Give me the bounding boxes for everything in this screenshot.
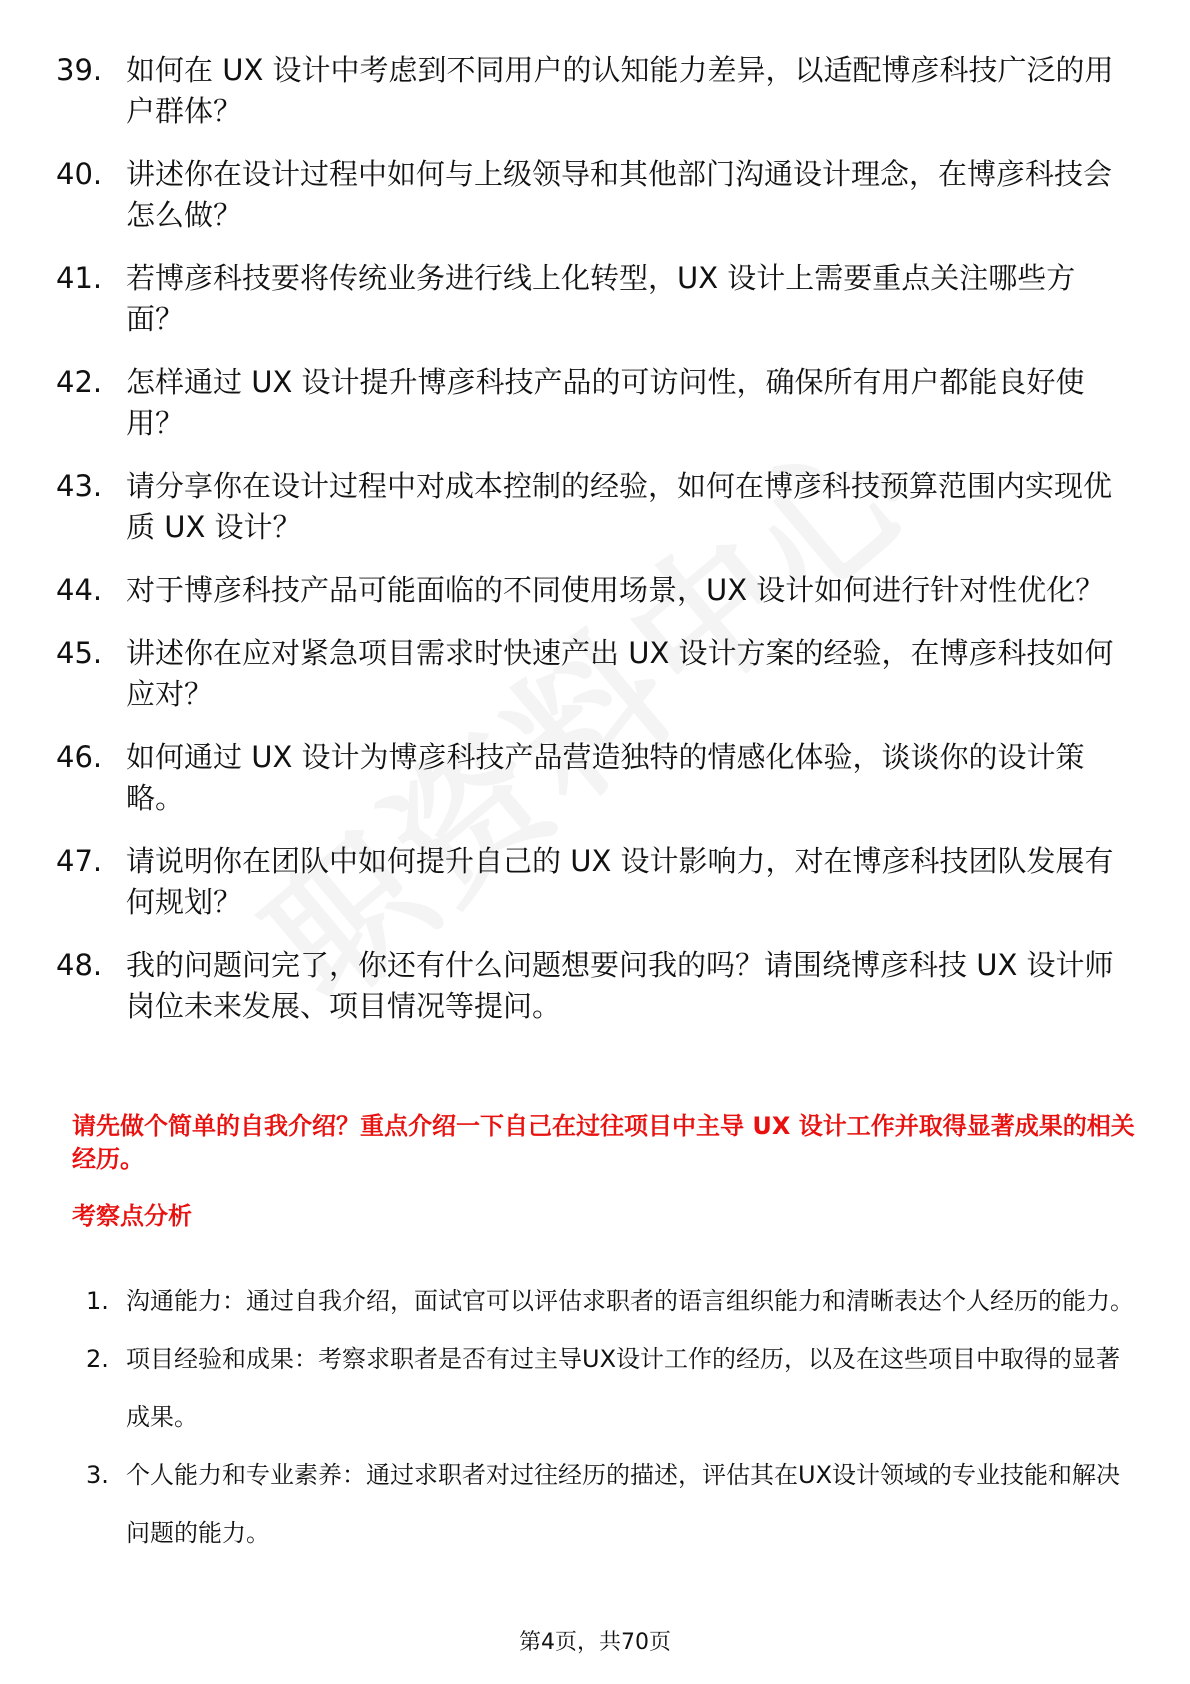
- question-text: 我的问题问完了，你还有什么问题想要问我的吗？请围绕博彦科技 UX 设计师岗位未来发展、项目情况等提问。: [126, 948, 1114, 1023]
- question-list: [56, 50, 1136, 1049]
- question-number: 43.: [56, 469, 103, 503]
- list-item: [56, 633, 1136, 715]
- list-item: [56, 154, 1136, 236]
- question-number: 40.: [56, 157, 103, 191]
- list-item: [56, 945, 1136, 1027]
- question-number: 41.: [56, 261, 103, 295]
- list-item: [56, 50, 1136, 132]
- question-number: 39.: [56, 53, 103, 87]
- list-item: [56, 466, 1136, 548]
- analysis-number: 1.: [86, 1287, 109, 1315]
- question-number: 48.: [56, 948, 103, 982]
- question-text: 若博彦科技要将传统业务进行线上化转型，UX 设计上需要重点关注哪些方面？: [126, 261, 1076, 336]
- question-text: 请分享你在设计过程中对成本控制的经验，如何在博彦科技预算范围内实现优质 UX 设计？: [126, 469, 1113, 544]
- highlight-question: 请先做个简单的自我介绍？重点介绍一下自己在过往项目中主导 UX 设计工作并取得显著成果的相关经历。: [72, 1112, 1135, 1173]
- question-text: 如何通过 UX 设计为博彦科技产品营造独特的情感化体验，谈谈你的设计策略。: [126, 740, 1085, 815]
- question-text: 讲述你在应对紧急项目需求时快速产出 UX 设计方案的经验，在博彦科技如何应对？: [126, 636, 1114, 711]
- analysis-text: 个人能力和专业素养：通过求职者对过往经历的描述，评估其在UX设计领域的专业技能和解决问题的能力。: [126, 1461, 1121, 1547]
- question-text: 如何在 UX 设计中考虑到不同用户的认知能力差异，以适配博彦科技广泛的用户群体？: [126, 53, 1114, 128]
- question-number: 42.: [56, 365, 103, 399]
- analysis-heading: 考察点分析: [72, 1202, 192, 1230]
- analysis-number: 3.: [86, 1461, 109, 1489]
- question-text: 怎样通过 UX 设计提升博彦科技产品的可访问性，确保所有用户都能良好使用？: [126, 365, 1085, 440]
- list-item: [56, 362, 1136, 444]
- list-item: [86, 1272, 1146, 1330]
- question-number: 46.: [56, 740, 103, 774]
- question-number: 47.: [56, 844, 103, 878]
- question-number: 45.: [56, 636, 103, 670]
- list-item: [86, 1330, 1146, 1446]
- list-item: [86, 1446, 1146, 1562]
- question-text: 对于博彦科技产品可能面临的不同使用场景，UX 设计如何进行针对性优化？: [126, 573, 1105, 607]
- list-item: [56, 258, 1136, 340]
- analysis-list: [86, 1272, 1146, 1562]
- question-text: 讲述你在设计过程中如何与上级领导和其他部门沟通设计理念，在博彦科技会怎么做？: [126, 157, 1113, 232]
- question-text: 请说明你在团队中如何提升自己的 UX 设计影响力，对在博彦科技团队发展有何规划？: [126, 844, 1114, 919]
- analysis-text: 项目经验和成果：考察求职者是否有过主导UX设计工作的经历，以及在这些项目中取得的显著成果。: [126, 1345, 1121, 1431]
- list-item: [56, 841, 1136, 923]
- analysis-number: 2.: [86, 1345, 109, 1373]
- list-item: [56, 570, 1136, 611]
- analysis-text: 沟通能力：通过自我介绍，面试官可以评估求职者的语言组织能力和清晰表达个人经历的能力。: [126, 1287, 1134, 1315]
- question-number: 44.: [56, 573, 103, 607]
- list-item: [56, 737, 1136, 819]
- page-footer: 第4页，共70页: [519, 1630, 671, 1655]
